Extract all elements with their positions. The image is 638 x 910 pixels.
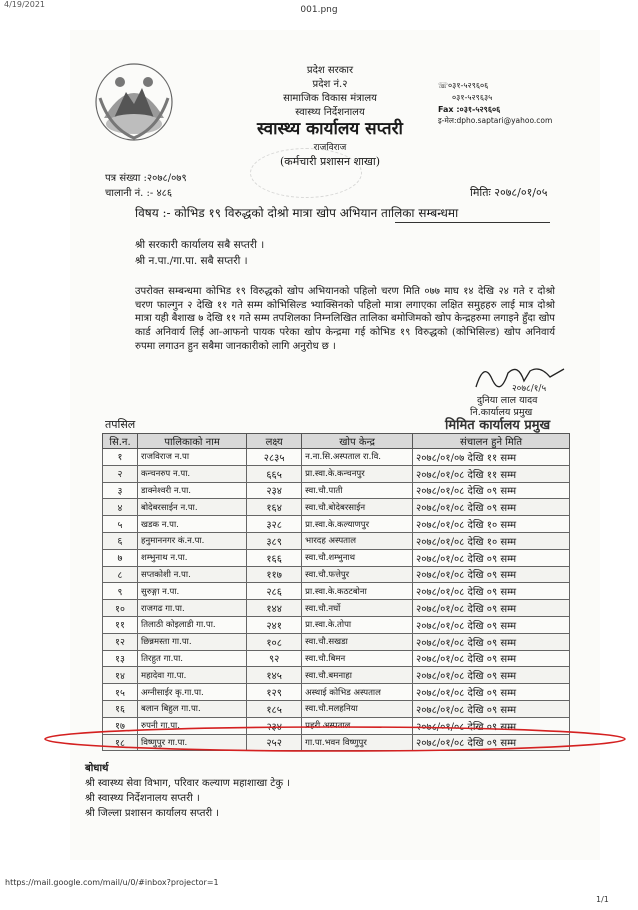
cell-target: १६४ [247,499,302,516]
cell-municipality: तिलाठी कोइलाडी गा.पा. [138,616,247,633]
print-date: 4/19/2021 [4,0,46,9]
cell-target: ११७ [247,566,302,583]
table-row [103,449,570,466]
office-title: स्वास्थ्य कार्यालय सप्तरी [257,119,403,139]
table-row [103,482,570,499]
cell-target: १६६ [247,549,302,566]
signatory-stamp: मिमित कार्यालय प्रमुख [445,418,551,433]
cell-sn: ३ [103,482,138,499]
cell-sn: १२ [103,633,138,650]
cell-sn: ४ [103,499,138,516]
cell-center: न.ना.सि.अस्पताल रा.वि. [302,449,413,466]
cell-center: अस्थाई कोभिड अस्पताल [302,684,413,701]
letter-body: उपरोक्त सम्बन्धमा कोभिड १९ विरुद्धको खोप अभियानको पहिलो चरण मिति ०७७ माघ १४ देखि २४ गते र दोश्रो चरण फाल्गुन २ देखि ११ गते सम्म कोभिसिल्ड भ्याक्सिनको पहिलो मात्रा लगाएका लक्षित समुहहरु लाई मात्र दोश्रो मात्रा यही बैशाख ७ देखि ११ गते सम्म तपशिलका निम्नलिखित तालिका बमोजिमको खोप केन्द्रहरुमा लगाइने हुँदा खोप कार्ड अनिवार्य लिई आ-आफनो पायक परेका खोप केन्द्रमा गई कोभिड १९ विरुद्धको (कोभिसिल्ड) खोप अनिवार्य रुपमा लगाउन हुन सबैमा जानकारीको लागि अनुरोध छ । [135,286,555,352]
cell-dates: २०७८/०१/०८ देखि ०९ सम्म [413,482,570,499]
subject-underline [395,222,550,223]
phone-1: ☏०३१-५२९६०६ [438,81,489,90]
cell-sn: १३ [103,650,138,667]
province-line: प्रदेश नं.२ [312,79,348,90]
cell-municipality: राजविराज न.पा [138,449,247,466]
cell-municipality: विष्णुपुर गा.पा. [138,734,247,751]
cell-target: ९२ [247,650,302,667]
cell-target: ६६५ [247,465,302,482]
cell-target: २८६ [247,583,302,600]
cell-center: स्वा.चौ.बमनाहा [302,667,413,684]
cell-municipality: बोदेबरसाईन न.पा. [138,499,247,516]
cell-sn: ६ [103,532,138,549]
table-row [103,633,570,650]
cell-target: ३८९ [247,532,302,549]
col-dates: संचालन हुने मिति [413,434,570,449]
table-row [103,532,570,549]
table-row [103,700,570,717]
cell-sn: ५ [103,516,138,533]
letter-date: मितिः २०७८/०१/०५ [470,186,548,199]
signature-scribble-text: २०७८/१/५ [512,384,547,394]
cell-target: १२९ [247,684,302,701]
cell-center: स्वा.चौ.फत्तेपुर [302,566,413,583]
cell-dates: २०७८/०१/०८ देखि ०९ सम्म [413,700,570,717]
cell-municipality: डाक्नेश्वरी न.पा. [138,482,247,499]
cell-dates: २०७८/०१/०८ देखि १० सम्म [413,516,570,533]
cell-municipality: बलान बिहुल गा.पा. [138,700,247,717]
cell-center: स्वा.चौ.मलहनिया [302,700,413,717]
col-target: लक्ष्य [247,434,302,449]
cell-municipality: खडक न.पा. [138,516,247,533]
cell-municipality: रुपनी गा.पा. [138,717,247,734]
email-address: इ-मेल:dpho.saptari@yahoo.com [438,116,553,125]
subject-line: विषय :- कोभिड १९ विरुद्धको दोश्रो मात्रा खोप अभियान तालिका सम्बन्धमा [135,206,459,220]
cell-target: ३२८ [247,516,302,533]
cell-dates: २०७८/०१/०८ देखि ०९ सम्म [413,734,570,751]
table-row [103,516,570,533]
cc-line-3: श्री जिल्ला प्रशासन कार्यालय सप्तरी । [85,808,220,819]
cell-dates: २०७८/०१/०८ देखि ११ सम्म [413,465,570,482]
cc-line-1: श्री स्वास्थ्य सेवा विभाग, परिवार कल्याण महाशाखा टेकु । [85,778,290,789]
cell-center: स्वा.चौ.शम्भुनाथ [302,549,413,566]
recipient-2: श्री न.पा./गा.पा. सबै सप्तरी । [135,255,248,267]
signatory-name: दुनिया लाल यादव [477,395,538,406]
cell-target: २४१ [247,616,302,633]
cell-dates: २०७८/०१/०८ देखि ०९ सम्म [413,499,570,516]
cell-dates: २०७८/०१/०८ देखि ०९ सम्म [413,566,570,583]
table-row [103,566,570,583]
vaccination-schedule-table [102,433,570,751]
directorate-line: स्वास्थ्य निर्देशनालय [295,107,365,118]
page-number: 1/1 [596,895,609,904]
table-row [103,465,570,482]
cell-municipality: कन्चनरुप न.पा. [138,465,247,482]
cell-sn: ७ [103,549,138,566]
phone-2: ०३१-५२९६३५ [452,93,493,102]
recipient-1: श्री सरकारी कार्यालय सबै सप्तरी । [135,239,265,251]
col-municipality: पालिकाको नाम [138,434,247,449]
cell-center: स्वा.चौ.पाती [302,482,413,499]
letter-number: पत्र संख्या :२०७८/०७९ [105,173,187,184]
table-row [103,650,570,667]
cell-municipality: राजगढ गा.पा. [138,600,247,617]
cell-dates: २०७८/०१/०८ देखि ०९ सम्म [413,667,570,684]
signature-scribble-icon [470,357,570,395]
cell-dates: २०७८/०१/०८ देखि ०९ सम्म [413,583,570,600]
cell-center: स्वा.चौ.नर्घो [302,600,413,617]
cc-line-2: श्री स्वास्थ्य निर्देशनालय सप्तरी । [85,793,200,804]
cell-municipality: हनुमाननगर कं.न.पा. [138,532,247,549]
cell-dates: २०७८/०१/०८ देखि ०९ सम्म [413,633,570,650]
cell-municipality: सुरुङ्गा न.पा. [138,583,247,600]
cell-target: १४४ [247,600,302,617]
table-row [103,549,570,566]
ministry-line: सामाजिक विकास मंत्रालय [283,93,377,104]
cc-heading: बोधार्थ [85,763,109,774]
table-header-row [103,434,570,449]
col-center: खोप केन्द्र [302,434,413,449]
table-row [103,499,570,516]
cell-sn: १७ [103,717,138,734]
cell-dates: २०७८/०१/०८ देखि ०९ सम्म [413,549,570,566]
table-caption: तपसिल [105,418,136,431]
nepal-emblem-icon [90,58,178,146]
cell-center: प्रा.स्वा.के.कन्चनपुर [302,465,413,482]
cell-sn: १४ [103,667,138,684]
cell-sn: १६ [103,700,138,717]
highlight-oval [40,724,630,754]
cell-center: स्वा.चौ.बिमन [302,650,413,667]
cell-dates: २०७८/०१/०७ देखि ११ सम्म [413,449,570,466]
cell-center: भारदह अस्पताल [302,532,413,549]
fax-number: Fax :०३१-५२९६०६ [438,105,501,114]
col-sn: सि.न. [103,434,138,449]
section-line: (कर्मचारी प्रशासन शाखा) [279,155,381,168]
cell-dates: २०७८/०१/०८ देखि १० सम्म [413,532,570,549]
govt-line: प्रदेश सरकार [306,65,354,76]
cell-sn: १५ [103,684,138,701]
cell-target: २५२ [247,734,302,751]
cell-target: १०८ [247,633,302,650]
cell-center: प्रहरी अस्पताल [302,717,413,734]
cell-target: १४५ [247,667,302,684]
signatory-title: नि.कार्यालय प्रमुख [470,407,533,418]
cell-municipality: छिन्नमस्ता गा.पा. [138,633,247,650]
file-name: 001.png [300,5,338,15]
footer-url: https://mail.google.com/mail/u/0/#inbox?projector=1 [5,878,219,887]
cell-dates: २०७८/०१/०८ देखि ०९ सम्म [413,600,570,617]
cell-dates: २०७८/०१/०८ देखि ०९ सम्म [413,684,570,701]
cell-dates: २०७८/०१/०८ देखि ०९ सम्म [413,616,570,633]
cell-center: स्वा.चौ.सखडा [302,633,413,650]
cell-sn: ८ [103,566,138,583]
table-row [103,684,570,701]
cell-sn: २ [103,465,138,482]
cell-center: गा.पा.भवन विष्णुपुर [302,734,413,751]
cell-sn: १ [103,449,138,466]
table-row [103,616,570,633]
cell-center: प्रा.स्वा.के.तोपा [302,616,413,633]
office-location: राजविराज [313,143,347,153]
cell-center: स्वा.चौ.बोदेबरसाईन [302,499,413,516]
cell-municipality: सप्तकोशी न.पा. [138,566,247,583]
table-row [103,600,570,617]
cell-sn: ९ [103,583,138,600]
cell-municipality: महादेवा गा.पा. [138,667,247,684]
cell-sn: ११ [103,616,138,633]
cell-target: २३४ [247,482,302,499]
cell-sn: १८ [103,734,138,751]
table-row [103,583,570,600]
cell-municipality: शम्भुनाथ न.पा. [138,549,247,566]
cell-dates: २०७८/०१/०८ देखि ०९ सम्म [413,650,570,667]
cell-target: २८३५ [247,449,302,466]
cell-sn: १० [103,600,138,617]
dispatch-number: चालानी नं. :- ४८६ [105,188,173,199]
cell-dates: २०७८/०१/०८ देखि ०९ सम्म [413,717,570,734]
table-row [103,667,570,684]
cell-center: प्रा.स्वा.के.कल्याणपुर [302,516,413,533]
cell-center: प्रा.स्वा.के.कठटबोना [302,583,413,600]
cell-municipality: अग्नीसाईर कृ.गा.पा. [138,684,247,701]
cell-target: २३४ [247,717,302,734]
cell-target: १८५ [247,700,302,717]
cell-municipality: तिरहुत गा.पा. [138,650,247,667]
